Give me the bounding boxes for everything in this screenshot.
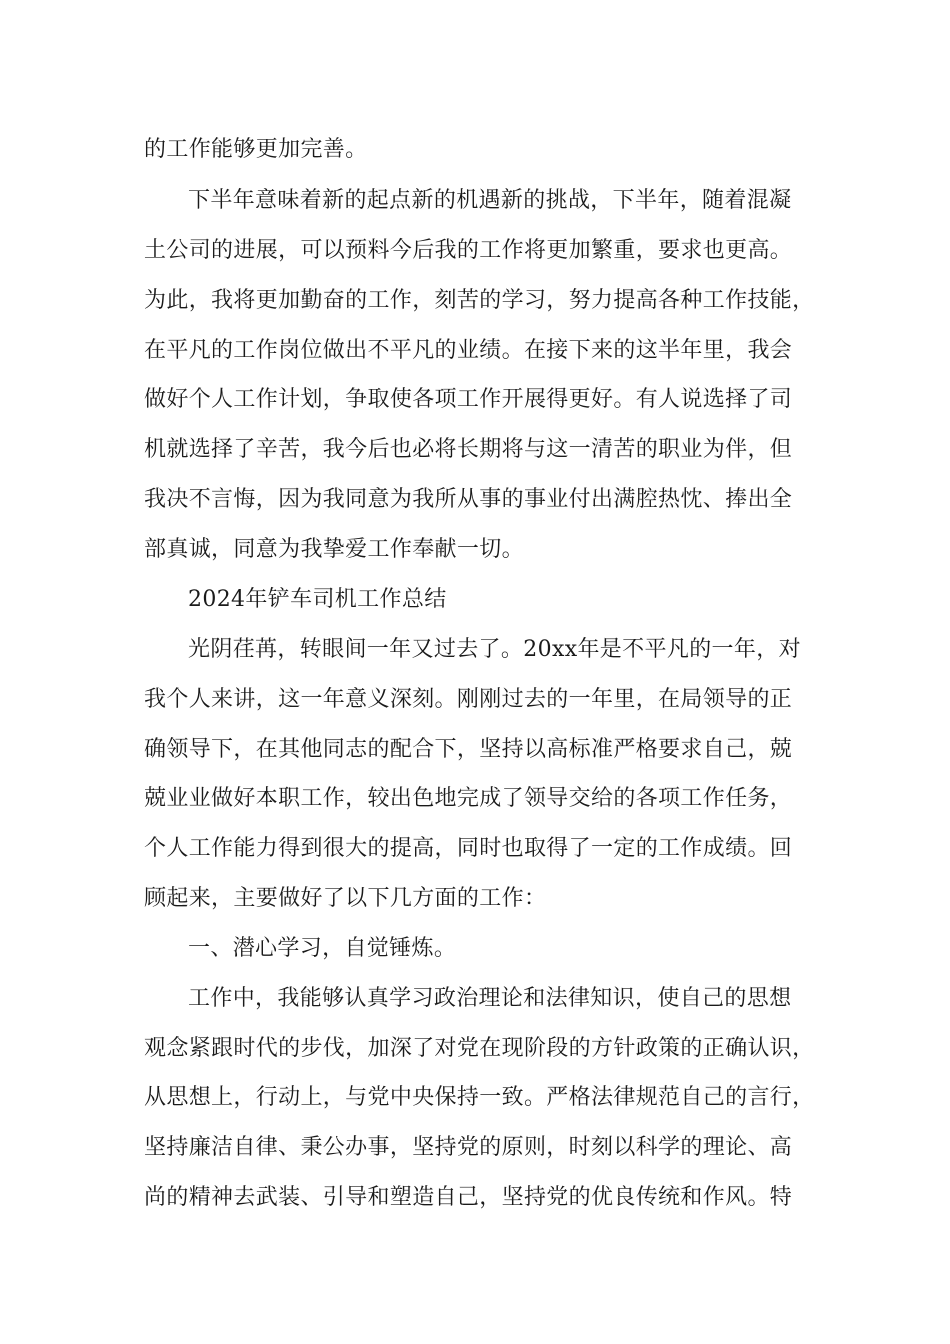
text-line: 的工作能够更加完善。 [144,137,368,162]
text-line: 部真诚，同意为我挚爱工作奉献一切。 [144,537,524,562]
text-line: 顾起来，主要做好了以下几方面的工作： [144,886,547,911]
text-line: 我个人来讲，这一年意义深刻。刚刚过去的一年里，在局领导的正 [144,687,793,712]
text-line: 观念紧跟时代的步伐，加深了对党在现阶段的方针政策的正确认识， [144,1036,815,1061]
text-line: 在平凡的工作岗位做出不平凡的业绩。在接下来的这半年里，我会 [144,338,793,363]
text-line: 做好个人工作计划，争取使各项工作开展得更好。有人说选择了司 [144,387,793,412]
text-line: 兢业业做好本职工作，较出色地完成了领导交给的各项工作任务， [144,786,793,811]
paragraph-start-line: 光阴荏苒，转眼间一年又过去了。20xx年是不平凡的一年，对 [188,637,801,662]
text-line: 尚的精神去武装、引导和塑造自己，坚持党的优良传统和作风。特 [144,1185,793,1210]
subsection-heading: 一、潜心学习，自觉锤炼。 [188,936,457,961]
text-line: 为此，我将更加勤奋的工作，刻苦的学习，努力提高各种工作技能， [144,288,815,313]
text-line: 我决不言悔，因为我同意为我所从事的事业付出满腔热忱、捧出全 [144,487,793,512]
paragraph-start-line: 工作中，我能够认真学习政治理论和法律知识，使自己的思想 [188,986,792,1011]
text-line: 土公司的进展，可以预料今后我的工作将更加繁重，要求也更高。 [144,238,793,263]
paragraph-start-line: 下半年意味着新的起点新的机遇新的挑战，下半年，随着混凝 [188,188,792,213]
text-line: 坚持廉洁自律、秉公办事，坚持党的原则，时刻以科学的理论、高 [144,1135,793,1160]
text-line: 确领导下，在其他同志的配合下，坚持以高标准严格要求自己，兢 [144,737,793,762]
text-line: 机就选择了辛苦，我今后也必将长期将与这一清苦的职业为伴，但 [144,437,793,462]
text-line: 从思想上，行动上，与党中央保持一致。严格法律规范自己的言行， [144,1085,815,1110]
section-title: 2024年铲车司机工作总结 [188,587,447,612]
text-line: 个人工作能力得到很大的提高，同时也取得了一定的工作成绩。回 [144,836,793,861]
